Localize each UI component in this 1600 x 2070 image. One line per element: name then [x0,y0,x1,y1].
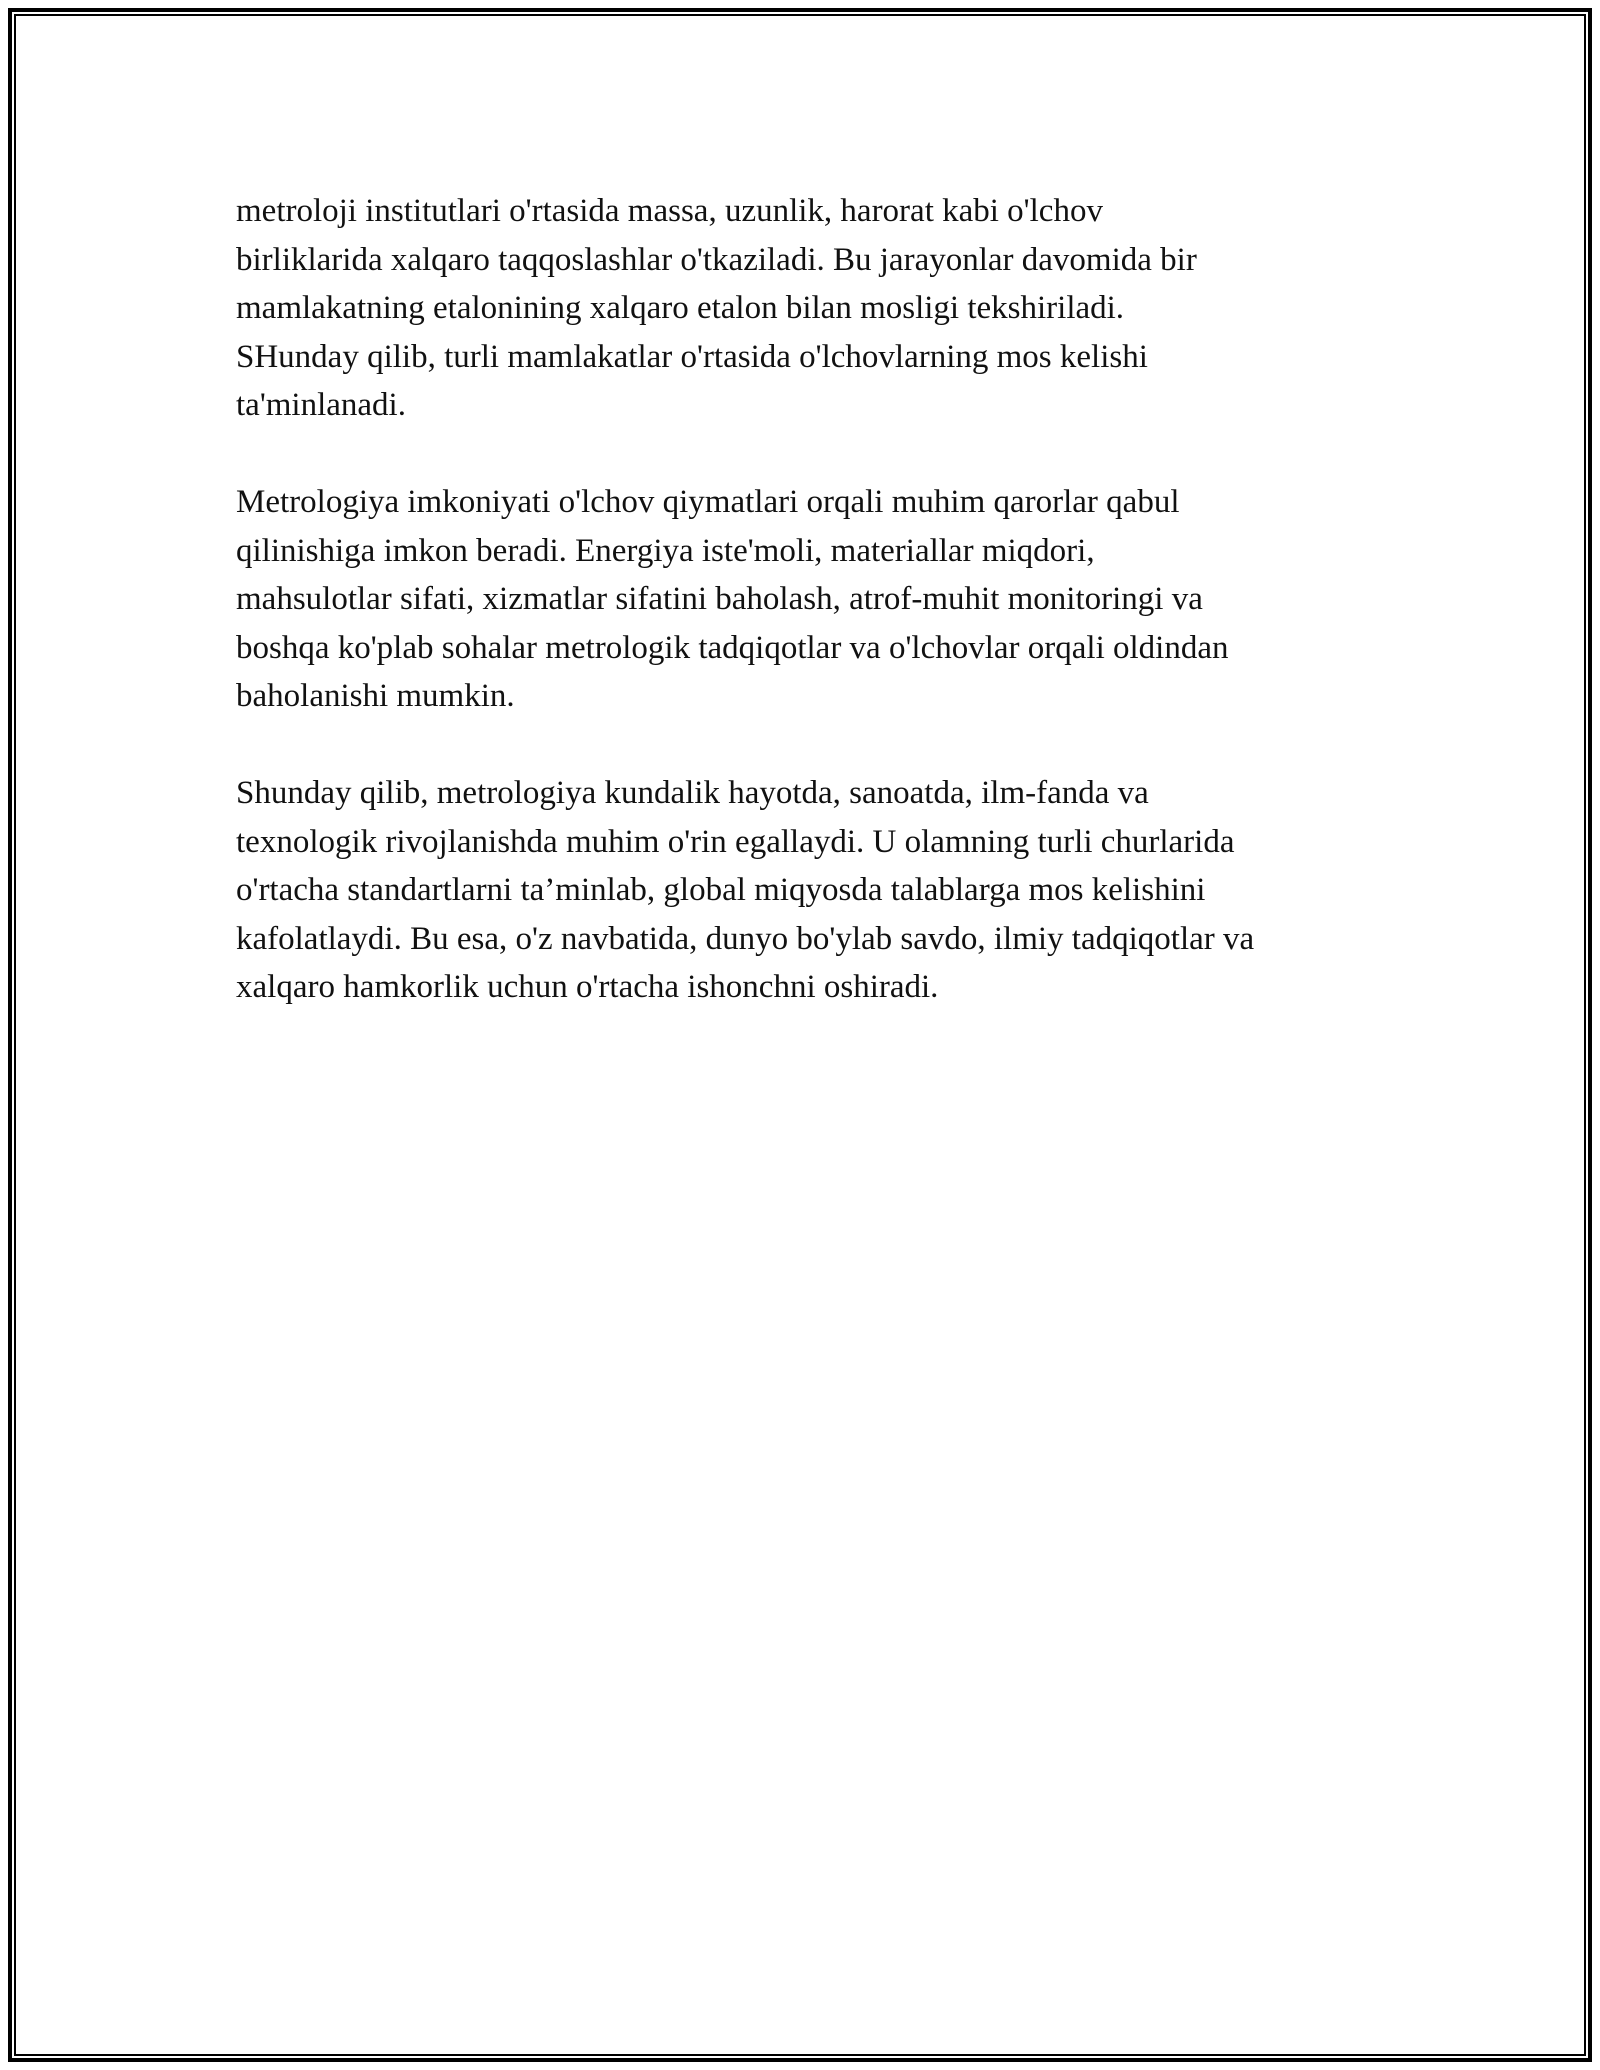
paragraph-3 [236,769,1406,1012]
text-line: texnologik rivojlanishda muhim o'rin egallaydi. U olamning turli churlarida [236,823,1235,860]
text-line: ta'minlanadi. [236,387,406,423]
text-line: birliklarida xalqaro taqqoslashlar o'tkaziladi. Bu jarayonlar davomida bir [236,241,1197,278]
text-line: Metrologiya imkoniyati o'lchov qiymatlari orqali muhim qarorlar qabul [236,484,1180,520]
text-line: mahsulotlar sifati, xizmatlar sifatini baholash, atrof-muhit monitoringi va [236,581,1203,617]
text-line: metroloji institutlari o'rtasida massa, uzunlik, harorat kabi o'lchov [236,193,1103,229]
text-line: kafolatlaydi. Bu esa, o'z navbatida, dunyo bo'ylab savdo, ilmiy tadqiqotlar va [236,920,1255,957]
text-line: baholanishi mumkin. [236,678,515,714]
paragraph-1 [236,187,1406,430]
text-line: xalqaro hamkorlik uchun o'rtacha ishonchni oshiradi. [236,969,939,1005]
text-line: boshqa ko'plab sohalar metrologik tadqiqotlar va o'lchovlar orqali oldindan [236,629,1229,666]
paragraph-2 [236,478,1406,721]
document-body [236,187,1406,1060]
text-line: SHunday qilib, turli mamlakatlar o'rtasida o'lchovlarning mos kelishi [236,338,1148,375]
text-line: qilinishiga imkon beradi. Energiya iste'moli, materiallar miqdori, [236,532,1095,569]
text-line: o'rtacha standartlarni ta’minlab, global miqyosda talablarga mos kelishini [236,872,1206,908]
text-line: Shunday qilib, metrologiya kundalik hayotda, sanoatda, ilm-fanda va [236,775,1149,811]
text-line: mamlakatning etalonining xalqaro etalon bilan mosligi tekshiriladi. [236,290,1125,326]
